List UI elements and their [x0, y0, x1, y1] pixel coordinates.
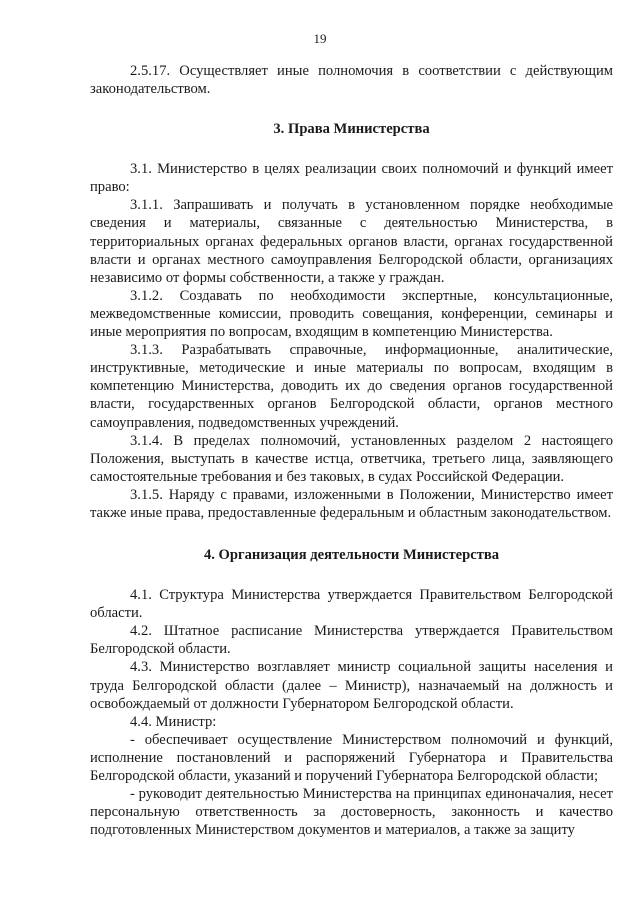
section-3-body [90, 160, 613, 522]
paragraph-3-1-1: 3.1.1. Запрашивать и получать в установленном порядке необходимые сведения и материалы, связанные с деятельностью Министерства, в территориальных органах федеральных органов власти, органах государственной власти и органах местного самоуправления Белгородской области, организациях независимо от формы собственности, а также у граждан. [90, 197, 613, 286]
section-4-heading: 4. Организация деятельности Министерства [203, 547, 500, 564]
paragraph-4-2: 4.2. Штатное расписание Министерства утверждается Правительством Белгородской области. [90, 623, 613, 658]
paragraph-3-1-2: 3.1.2. Создавать по необходимости экспертные, консультационные, межведомственные комиссии, проводить совещания, конференции, семинары и иные мероприятия по вопросам, входящим в компетенцию Министерства. [90, 287, 613, 341]
paragraph-4-4-item-2: - руководит деятельностью Министерства на принципах единоначалия, несет персональную ответственность за достоверность, законность и качество подготовленных Министерством документов и материалов, а также за защиту [90, 786, 613, 839]
paragraph-2-5-17: 2.5.17. Осуществляет иные полномочия в соответствии с действующим законодательством. [90, 63, 613, 98]
section-3-heading: 3. Права Министерства [273, 121, 430, 138]
paragraph-3-1: 3.1. Министерство в целях реализации своих полномочий и функций имеет право: [90, 161, 613, 196]
document-body [90, 62, 613, 839]
paragraph-3-1-5: 3.1.5. Наряду с правами, изложенными в Положении, Министерство имеет также иные права, предоставленные федеральным и областным законодательством. [90, 486, 613, 521]
paragraph-4-1: 4.1. Структура Министерства утверждается Правительством Белгородской области. [90, 587, 613, 622]
paragraph-4-4: 4.4. Министр: [130, 713, 217, 730]
paragraph-4-3: 4.3. Министерство возглавляет министр социальной защиты населения и труда Белгородской области (далее – Министр), назначаемый на должность и освобождаемый от должности Губернатором Белгородской области. [90, 659, 613, 712]
paragraph-4-4-item-1: - обеспечивает осуществление Министерством полномочий и функций, исполнение постановлений и распоряжений Губернатора и Правительства Белгородской области, указаний и поручений Губернатора Белгородской области; [90, 731, 613, 784]
paragraph-3-1-4: 3.1.4. В пределах полномочий, установленных разделом 2 настоящего Положения, выступать в качестве истца, ответчика, третьего лица, заявляющего самостоятельные требования и без таковых, в судах Российской Федерации. [90, 432, 613, 485]
page-number: 19 [313, 31, 327, 46]
paragraph-3-1-3: 3.1.3. Разрабатывать справочные, информационные, аналитические, инструктивные, методические и иные материалы по вопросам, входящим в компетенцию Министерства, доводить их до сведения органов государственной власти, государственных органов Белгородской области, органов местного самоуправления, подведомственных учреждений. [90, 342, 613, 431]
section-4-body [90, 586, 613, 839]
